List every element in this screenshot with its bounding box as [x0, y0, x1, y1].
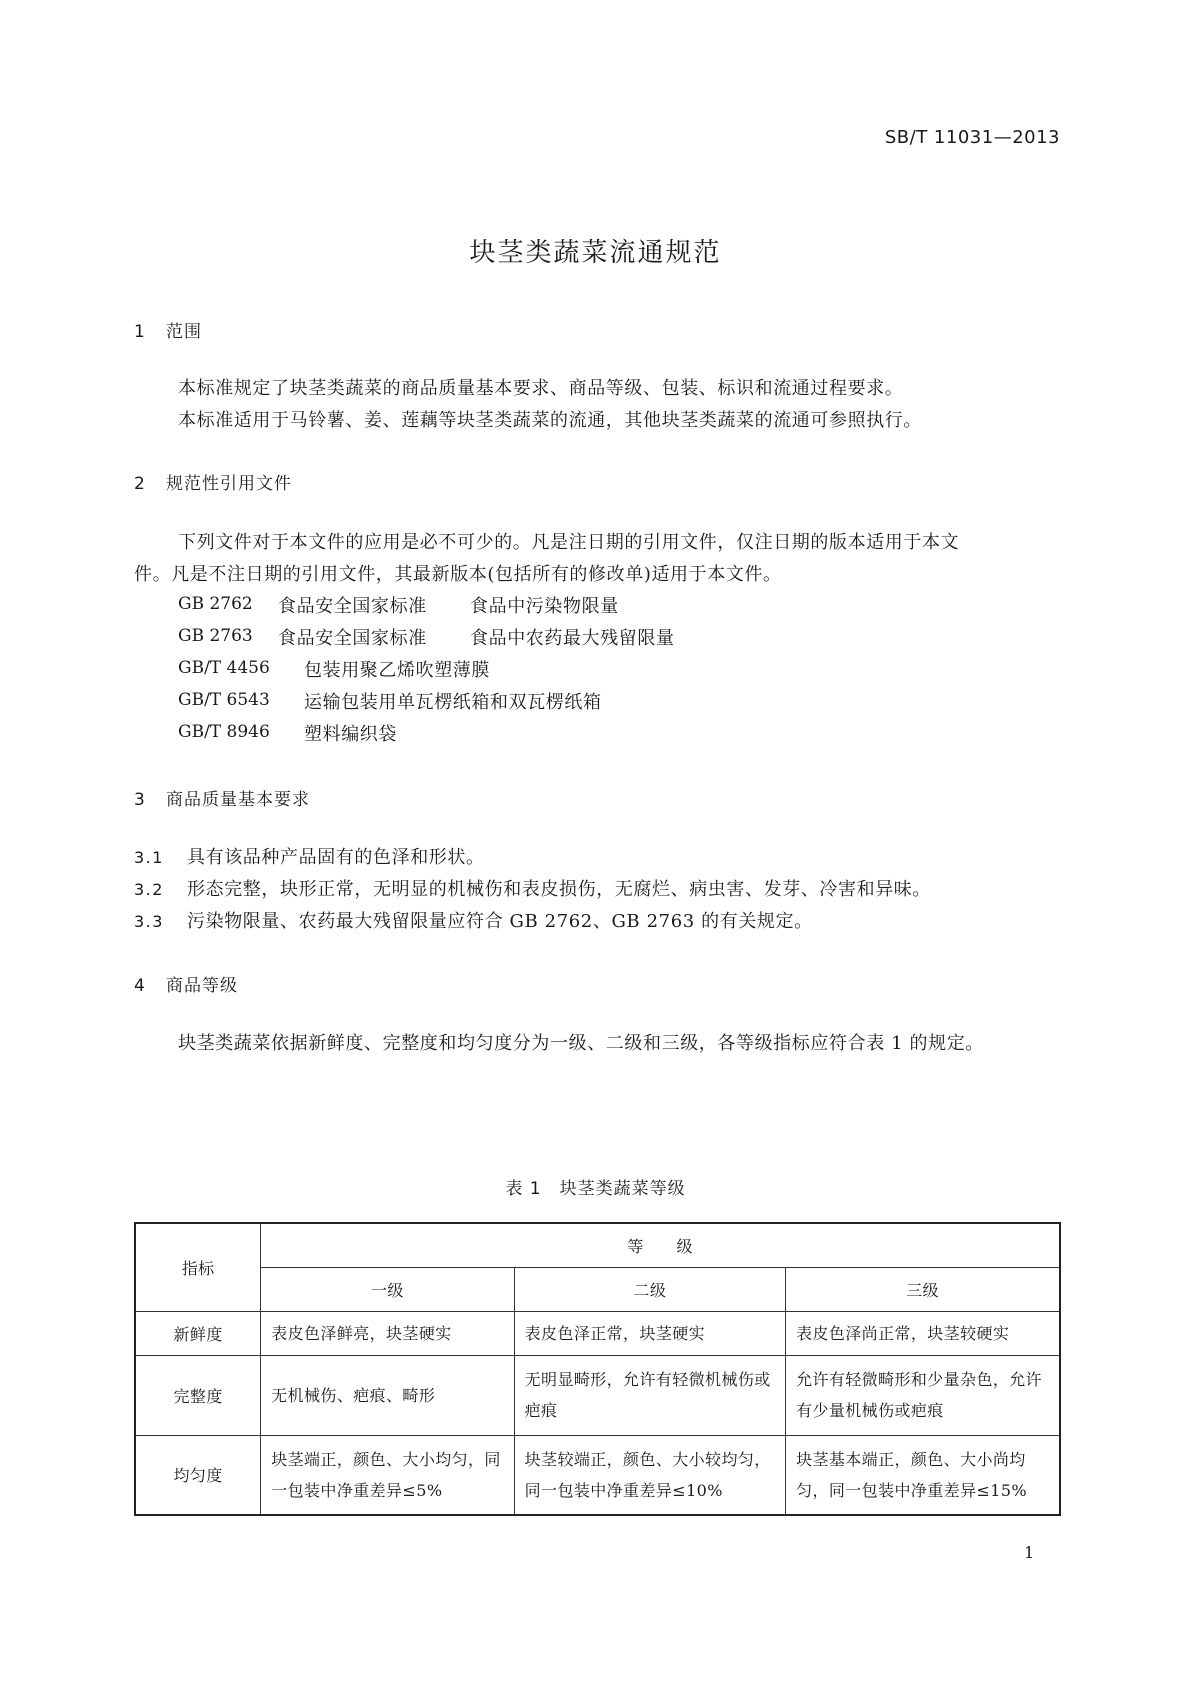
header-grade-2: 二级 — [514, 1267, 785, 1311]
clause-3-3 — [134, 907, 813, 933]
table-row — [135, 1355, 1060, 1435]
grade-table — [134, 1222, 1061, 1516]
section-1-heading — [134, 317, 202, 342]
table-row — [135, 1435, 1060, 1515]
section-title: 商品等级 — [166, 976, 238, 996]
clause-text: 污染物限量、农药最大残留限量应符合 GB 2762、GB 2763 的有关规定。 — [187, 911, 813, 932]
table-cell: 表皮色泽正常，块茎硬实 — [514, 1311, 785, 1355]
reference-title: 塑料编织袋 — [304, 724, 397, 745]
row-indicator: 完整度 — [135, 1355, 261, 1435]
reference-code: GB/T 8946 — [178, 722, 270, 742]
section-title: 商品质量基本要求 — [166, 790, 310, 810]
paragraph: 本标准规定了块茎类蔬菜的商品质量基本要求、商品等级、包装、标识和流通过程要求。 — [178, 378, 904, 399]
standard-code: SB/T 11031—2013 — [884, 127, 1060, 148]
clause-3-1 — [134, 843, 485, 869]
paragraph: 块茎类蔬菜依据新鲜度、完整度和均匀度分为一级、二级和三级，各等级指标应符合表 1 的规定。 — [178, 1033, 984, 1054]
clause-number: 3.3 — [134, 912, 164, 931]
section-title: 范围 — [166, 322, 202, 342]
section-3-heading — [134, 785, 310, 810]
section-number: 1 — [134, 322, 146, 342]
table-cell: 块茎基本端正，颜色、大小尚均匀，同一包装中净重差异≤15% — [786, 1435, 1060, 1515]
clause-text: 形态完整，块形正常，无明显的机械伤和表皮损伤，无腐烂、病虫害、发芽、冷害和异味。 — [187, 879, 931, 900]
section-number: 4 — [134, 976, 146, 996]
header-grade-1: 一级 — [261, 1267, 514, 1311]
row-indicator: 均匀度 — [135, 1435, 261, 1515]
table-header-row — [135, 1267, 1060, 1311]
header-grade: 等 级 — [261, 1223, 1060, 1267]
reference-code: GB/T 4456 — [178, 658, 270, 678]
table-cell: 块茎端正，颜色、大小均匀，同一包装中净重差异≤5% — [261, 1435, 514, 1515]
table-caption: 表 1 块茎类蔬菜等级 — [505, 1179, 686, 1199]
section-number: 3 — [134, 790, 146, 810]
table-cell: 块茎较端正，颜色、大小较均匀，同一包装中净重差异≤10% — [514, 1435, 785, 1515]
table-header-row — [135, 1223, 1060, 1267]
section-2-heading — [134, 469, 292, 494]
section-title: 规范性引用文件 — [166, 474, 292, 494]
clause-3-2 — [134, 875, 931, 901]
table-row — [135, 1311, 1060, 1355]
header-indicator: 指标 — [135, 1223, 261, 1311]
clause-number: 3.2 — [134, 880, 164, 899]
paragraph: 件。凡是不注日期的引用文件，其最新版本(包括所有的修改单)适用于本文件。 — [134, 564, 782, 585]
page-number: 1 — [1024, 1543, 1035, 1562]
reference-code: GB 2762 — [178, 594, 253, 614]
table-cell: 表皮色泽尚正常，块茎较硬实 — [786, 1311, 1060, 1355]
table-cell: 表皮色泽鲜亮，块茎硬实 — [261, 1311, 514, 1355]
section-number: 2 — [134, 474, 146, 494]
document-title: 块茎类蔬菜流通规范 — [469, 238, 722, 268]
paragraph: 下列文件对于本文件的应用是必不可少的。凡是注日期的引用文件，仅注日期的版本适用于本文 — [178, 532, 960, 553]
reference-subtitle: 食品中污染物限量 — [470, 596, 619, 617]
reference-code: GB/T 6543 — [178, 690, 270, 710]
reference-title: 食品安全国家标准 — [278, 628, 427, 649]
table-cell: 允许有轻微畸形和少量杂色，允许有少量机械伤或疤痕 — [786, 1355, 1060, 1435]
clause-text: 具有该品种产品固有的色泽和形状。 — [187, 847, 485, 868]
clause-number: 3.1 — [134, 848, 164, 867]
header-grade-3: 三级 — [786, 1267, 1060, 1311]
paragraph: 本标准适用于马铃薯、姜、莲藕等块茎类蔬菜的流通，其他块茎类蔬菜的流通可参照执行。 — [178, 410, 922, 431]
row-indicator: 新鲜度 — [135, 1311, 261, 1355]
reference-title: 食品安全国家标准 — [278, 596, 427, 617]
table-cell: 无明显畸形，允许有轻微机械伤或疤痕 — [514, 1355, 785, 1435]
section-4-heading — [134, 971, 238, 996]
table-cell: 无机械伤、疤痕、畸形 — [261, 1355, 514, 1435]
reference-title: 运输包装用单瓦楞纸箱和双瓦楞纸箱 — [304, 692, 602, 713]
reference-title: 包装用聚乙烯吹塑薄膜 — [304, 660, 490, 681]
reference-subtitle: 食品中农药最大残留限量 — [470, 628, 675, 649]
reference-code: GB 2763 — [178, 626, 253, 646]
